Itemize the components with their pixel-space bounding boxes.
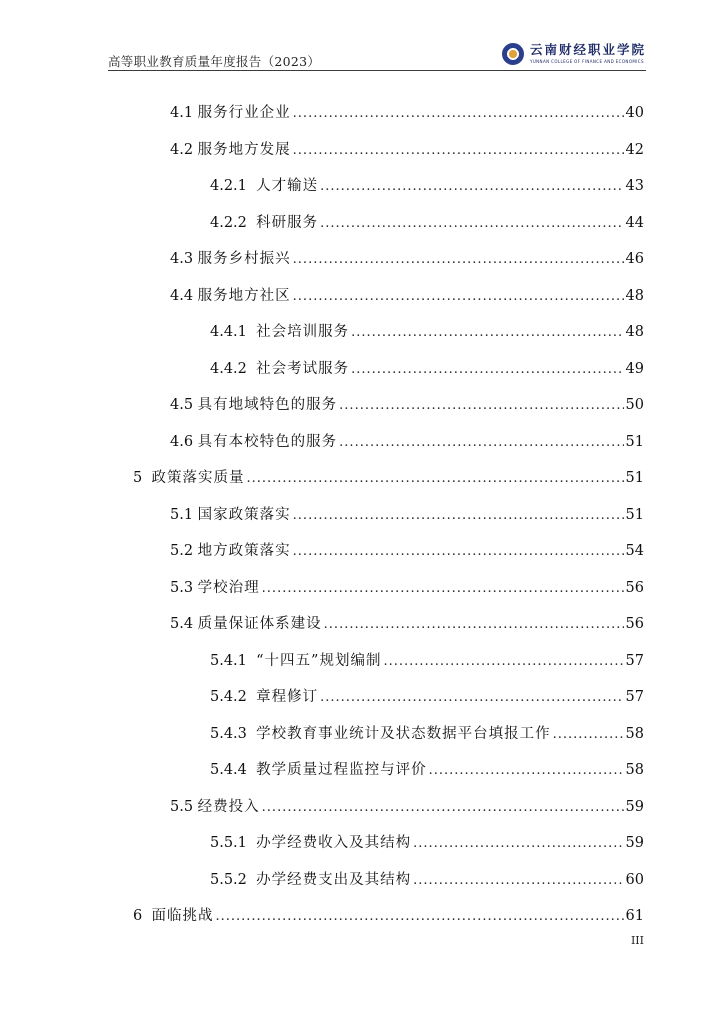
toc-dot-leader xyxy=(293,508,624,523)
toc-entry-title: 服务地方社区 xyxy=(197,287,291,304)
college-seal-icon xyxy=(502,43,524,65)
toc-dot-leader xyxy=(339,398,623,413)
toc-entry-number: 5.4.3 xyxy=(210,725,257,742)
toc-entry-page: 56 xyxy=(625,616,644,632)
toc-entry-number: 5.4.4 xyxy=(210,762,257,778)
toc-dot-leader xyxy=(383,654,623,669)
toc-dot-leader xyxy=(293,143,624,158)
toc-entry-number: 5.2 xyxy=(170,543,198,559)
toc-entry-title: 服务地方发展 xyxy=(197,141,291,158)
toc-dot-leader xyxy=(293,544,624,559)
toc-entry[interactable] xyxy=(133,466,644,486)
toc-entry-page: 57 xyxy=(625,652,644,669)
header-rule xyxy=(108,70,646,71)
toc-entry-title: “十四五”规划编制 xyxy=(256,652,382,669)
toc-entry-number: 5.5.2 xyxy=(210,871,257,888)
toc-entry[interactable] xyxy=(210,320,644,340)
toc-entry[interactable] xyxy=(210,211,644,231)
toc-entry-number: 4.3 xyxy=(170,251,198,267)
toc-entry-page: 48 xyxy=(625,287,644,304)
toc-dot-leader xyxy=(413,836,623,851)
toc-dot-leader xyxy=(215,909,623,924)
toc-dot-leader xyxy=(320,690,623,705)
toc-entry[interactable] xyxy=(170,576,644,596)
toc-entry[interactable] xyxy=(170,101,644,121)
toc-entry-page: 42 xyxy=(625,141,644,158)
toc-dot-leader xyxy=(339,435,623,450)
toc-entry-page: 51 xyxy=(625,506,644,523)
toc-entry-title: 学校教育事业统计及状态数据平台填报工作 xyxy=(256,725,551,742)
toc-entry-title: 国家政策落实 xyxy=(197,506,291,523)
toc-entry[interactable] xyxy=(210,649,644,669)
toc-entry-title: 地方政策落实 xyxy=(197,543,291,559)
toc-entry-page: 50 xyxy=(625,397,644,413)
toc-entry-page: 57 xyxy=(625,689,644,705)
toc-entry-title: 办学经费支出及其结构 xyxy=(256,871,412,888)
toc-entry-title: 具有本校特色的服务 xyxy=(197,433,338,450)
toc-dot-leader xyxy=(293,289,624,304)
toc-entry-title: 社会培训服务 xyxy=(256,324,350,340)
toc-entry-title: 章程修订 xyxy=(256,689,319,705)
toc-entry-page: 58 xyxy=(625,762,644,778)
toc-entry[interactable] xyxy=(170,247,644,267)
toc-entry[interactable] xyxy=(133,904,644,924)
toc-entry-title: 具有地域特色的服务 xyxy=(197,397,338,413)
toc-entry[interactable] xyxy=(170,393,644,413)
toc-dot-leader xyxy=(293,252,624,267)
toc-entry[interactable] xyxy=(170,612,644,632)
toc-dot-leader xyxy=(320,179,623,194)
toc-entry-page: 54 xyxy=(625,543,644,559)
logo-english-name: YUNNAN COLLEGE OF FINANCE AND ECONOMICS xyxy=(529,58,644,64)
toc-entry-number: 5 xyxy=(133,470,152,486)
toc-entry-title: 经费投入 xyxy=(197,798,260,815)
toc-entry-page: 49 xyxy=(625,360,644,377)
toc-entry-title: 服务乡村振兴 xyxy=(197,251,291,267)
toc-dot-leader xyxy=(351,325,623,340)
toc-entry[interactable] xyxy=(170,503,644,523)
toc-dot-leader xyxy=(262,800,624,815)
toc-entry-page: 51 xyxy=(625,470,644,486)
toc-entry-number: 4.2 xyxy=(170,141,198,158)
toc-dot-leader xyxy=(246,471,623,486)
toc-entry-page: 59 xyxy=(625,835,644,851)
toc-entry-number: 5.4.2 xyxy=(210,689,257,705)
toc-entry-title: 社会考试服务 xyxy=(256,360,350,377)
toc-entry-title: 科研服务 xyxy=(256,214,319,231)
toc-dot-leader xyxy=(429,763,624,778)
toc-entry-page: 40 xyxy=(625,105,644,121)
toc-entry-number: 4.2.2 xyxy=(210,214,257,231)
toc-dot-leader xyxy=(324,617,624,632)
toc-entry-number: 4.4 xyxy=(170,287,198,304)
toc-entry-number: 4.6 xyxy=(170,433,198,450)
toc-entry-page: 43 xyxy=(625,178,644,194)
toc-entry-page: 61 xyxy=(625,908,644,924)
toc-entry-title: 人才输送 xyxy=(256,178,319,194)
toc-entry-number: 5.3 xyxy=(170,579,198,596)
toc-entry[interactable] xyxy=(210,357,644,377)
toc-entry-number: 4.4.2 xyxy=(210,360,257,377)
toc-entry-page: 51 xyxy=(625,433,644,450)
toc-dot-leader xyxy=(320,216,623,231)
toc-entry[interactable] xyxy=(210,868,644,888)
toc-entry-title: 质量保证体系建设 xyxy=(197,616,322,632)
toc-entry-title: 服务行业企业 xyxy=(197,105,291,121)
toc-entry-number: 5.5.1 xyxy=(210,835,257,851)
toc-dot-leader xyxy=(293,106,624,121)
toc-entry-page: 48 xyxy=(625,324,644,340)
header-title: 高等职业教育质量年度报告（2023） xyxy=(108,54,321,69)
toc-entry-page: 44 xyxy=(625,214,644,231)
toc-entry[interactable] xyxy=(170,539,644,559)
toc-dot-leader xyxy=(413,873,623,888)
toc-dot-leader xyxy=(262,581,624,596)
college-logo xyxy=(502,40,646,68)
toc-entry-title: 政策落实质量 xyxy=(151,470,245,486)
toc-entry-number: 5.4.1 xyxy=(210,652,257,669)
toc-entry-page: 46 xyxy=(625,251,644,267)
toc-entry-page: 60 xyxy=(625,871,644,888)
logo-chinese-name: 云南财经职业学院 xyxy=(529,42,646,58)
toc-entry-page: 58 xyxy=(625,725,644,742)
toc-entry[interactable] xyxy=(210,831,644,851)
toc-entry-page: 59 xyxy=(625,798,644,815)
toc-entry-number: 4.2.1 xyxy=(210,178,257,194)
toc-entry[interactable] xyxy=(170,795,644,815)
toc-entry-number: 5.4 xyxy=(170,616,198,632)
toc-entry[interactable] xyxy=(170,430,644,450)
toc-dot-leader xyxy=(553,727,624,742)
page-header xyxy=(108,40,646,68)
toc-entry-number: 5.5 xyxy=(170,798,198,815)
toc-entry[interactable] xyxy=(210,174,644,194)
toc-entry-number: 4.5 xyxy=(170,397,198,413)
toc-entry[interactable] xyxy=(170,284,644,304)
toc-entry-number: 6 xyxy=(133,908,152,924)
page-number: III xyxy=(630,934,644,947)
toc-entry-number: 4.4.1 xyxy=(210,324,257,340)
toc-entry[interactable] xyxy=(210,758,644,778)
toc-entry-number: 4.1 xyxy=(170,105,198,121)
toc-entry[interactable] xyxy=(170,138,644,158)
toc-entry-page: 56 xyxy=(625,579,644,596)
toc-entry-title: 学校治理 xyxy=(197,579,260,596)
toc-entry[interactable] xyxy=(210,685,644,705)
toc-entry[interactable] xyxy=(210,722,644,742)
toc-entry-title: 教学质量过程监控与评价 xyxy=(256,762,427,778)
toc-entry-number: 5.1 xyxy=(170,506,198,523)
toc-entry-title: 办学经费收入及其结构 xyxy=(256,835,412,851)
toc-entry-title: 面临挑战 xyxy=(151,908,214,924)
toc-dot-leader xyxy=(351,362,623,377)
